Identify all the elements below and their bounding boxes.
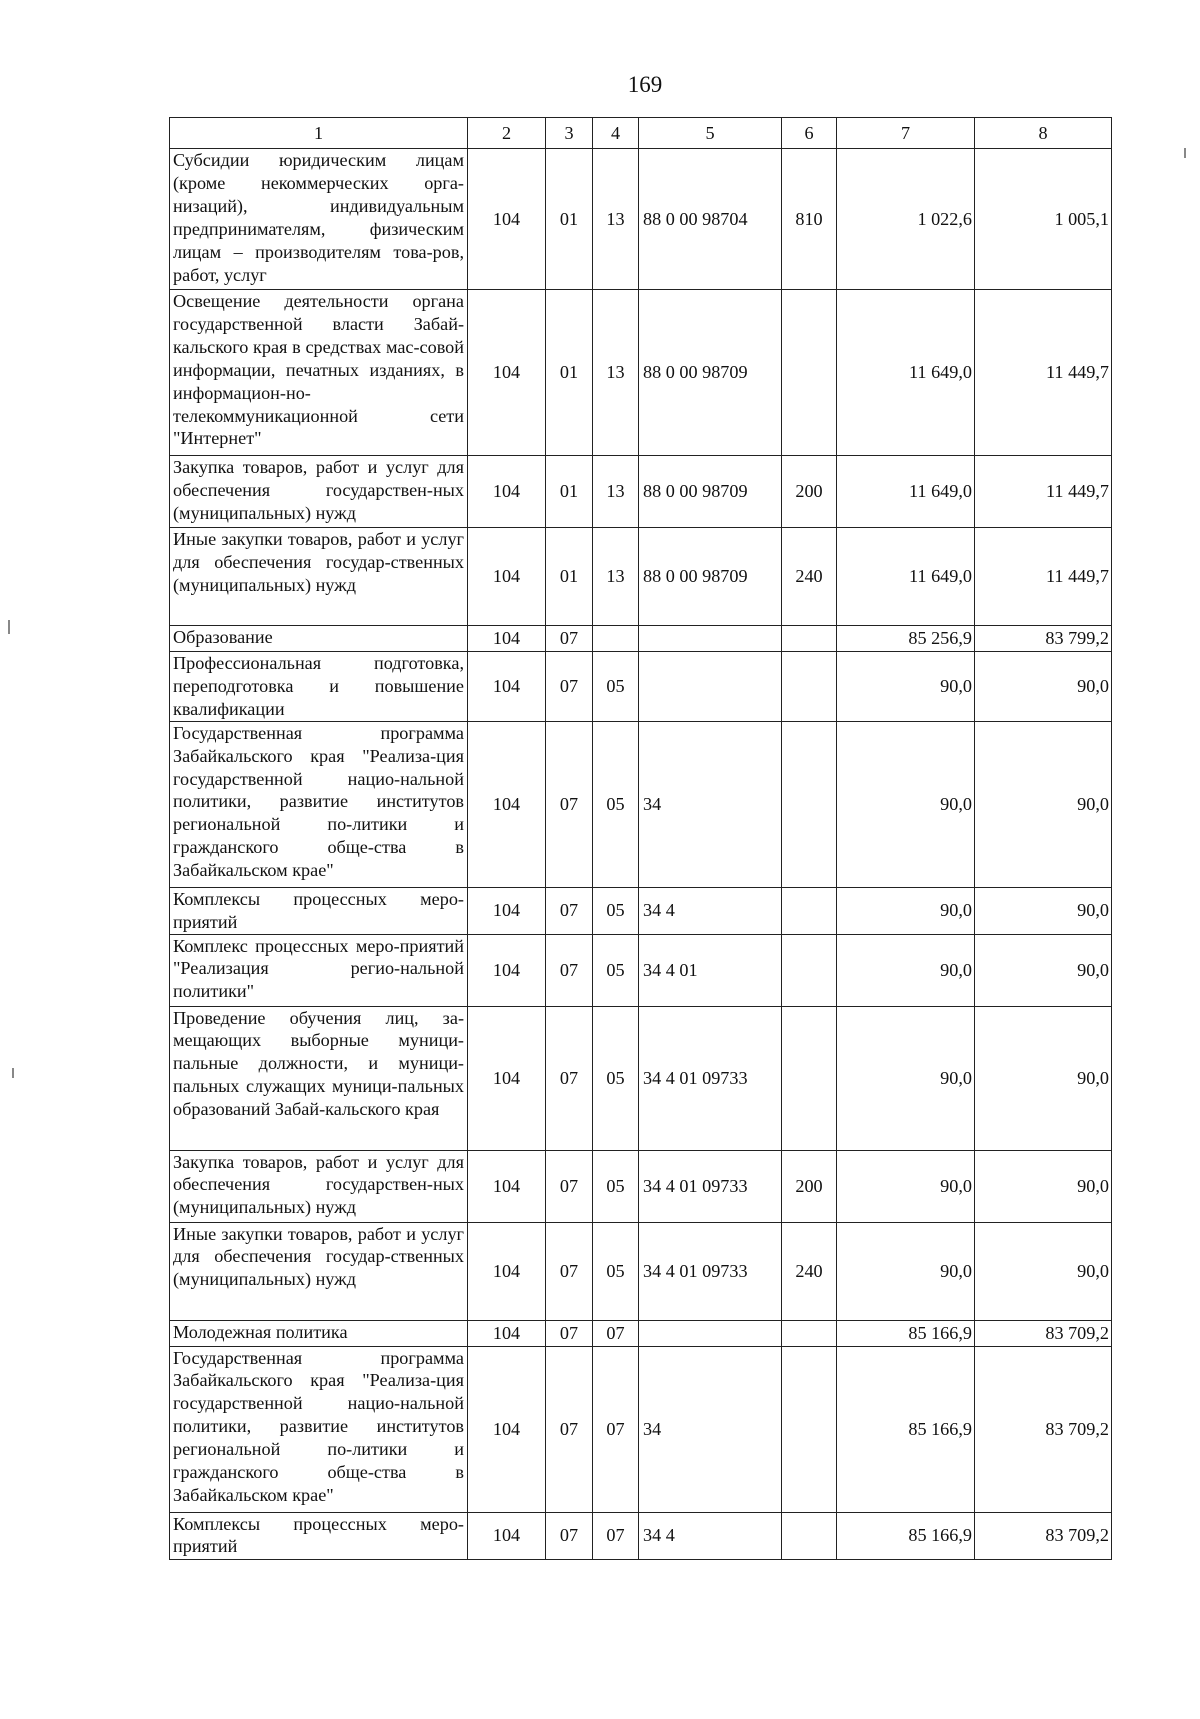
item-name-cell: Комплексы процессных меро-приятий: [170, 1512, 468, 1559]
expense-type-cell: [782, 1320, 837, 1346]
subsubsection-cell: 13: [593, 456, 639, 528]
table-row: [170, 721, 1112, 887]
subsubsection-cell: 07: [593, 1512, 639, 1559]
scan-mark: [1184, 148, 1186, 158]
item-name-cell: Государственная программа Забайкальского края "Реализа-ция государственной нацио-нальной политики, развитие институтов региональной по-литики и гражданского обще-ства в Забайкальском крае": [170, 1346, 468, 1512]
amount-cell: 85 166,9: [837, 1320, 975, 1346]
subsubsection-cell: 13: [593, 149, 639, 290]
header-cell: 2: [468, 118, 546, 149]
header-cell: 8: [975, 118, 1112, 149]
table-row: [170, 626, 1112, 652]
amount-cell: 90,0: [975, 1150, 1112, 1222]
subsection-cell: 07: [546, 934, 593, 1006]
amount-cell: 90,0: [837, 887, 975, 934]
amount-cell: 85 166,9: [837, 1512, 975, 1559]
subsubsection-cell: 13: [593, 528, 639, 626]
amount-cell: 85 256,9: [837, 626, 975, 652]
expense-type-cell: [782, 1512, 837, 1559]
target-code-cell: 88 0 00 98709: [639, 528, 782, 626]
section-cell: 104: [468, 887, 546, 934]
target-code-cell: 88 0 00 98704: [639, 149, 782, 290]
amount-cell: 11 449,7: [975, 290, 1112, 456]
item-name-cell: Закупка товаров, работ и услуг для обеспечения государствен-ных (муниципальных) нужд: [170, 456, 468, 528]
amount-cell: 11 649,0: [837, 290, 975, 456]
target-code-cell: 34 4 01 09733: [639, 1150, 782, 1222]
target-code-cell: [639, 652, 782, 722]
page-number: 169: [627, 72, 663, 97]
subsection-cell: 07: [546, 1150, 593, 1222]
expense-type-cell: [782, 626, 837, 652]
amount-cell: 11 449,7: [975, 456, 1112, 528]
table-row: [170, 1512, 1112, 1559]
item-name-cell: Комплекс процессных меро-приятий "Реализация регио-нальной политики": [170, 934, 468, 1006]
section-cell: 104: [468, 290, 546, 456]
amount-cell: 11 449,7: [975, 528, 1112, 626]
header-cell: 3: [546, 118, 593, 149]
target-code-cell: [639, 626, 782, 652]
item-name-cell: Проведение обучения лиц, за-мещающих выборные муници-пальные должности, и муници-пальных служащих муници-пальных образований Забай-кальского края: [170, 1006, 468, 1150]
table-row: [170, 887, 1112, 934]
expense-type-cell: 240: [782, 528, 837, 626]
expense-type-cell: [782, 721, 837, 887]
subsubsection-cell: 05: [593, 1006, 639, 1150]
item-name-cell: Субсидии юридическим лицам (кроме некоммерческих орга-низаций), индивидуальным предпринимателям, физическим лицам – производителям това-ров, работ, услуг: [170, 149, 468, 290]
target-code-cell: 34: [639, 1346, 782, 1512]
target-code-cell: [639, 1320, 782, 1346]
table-row: [170, 456, 1112, 528]
item-name-cell: Иные закупки товаров, работ и услуг для обеспечения государ-ственных (муниципальных) нужд: [170, 1222, 468, 1320]
target-code-cell: 34: [639, 721, 782, 887]
amount-cell: 83 709,2: [975, 1512, 1112, 1559]
expense-type-cell: 200: [782, 1150, 837, 1222]
section-cell: 104: [468, 528, 546, 626]
amount-cell: 11 649,0: [837, 528, 975, 626]
table-row: [170, 290, 1112, 456]
expense-type-cell: [782, 887, 837, 934]
expense-type-cell: [782, 1006, 837, 1150]
section-cell: 104: [468, 1512, 546, 1559]
section-cell: 104: [468, 456, 546, 528]
item-name-cell: Комплексы процессных меро-приятий: [170, 887, 468, 934]
expense-type-cell: [782, 934, 837, 1006]
target-code-cell: 34 4 01: [639, 934, 782, 1006]
header-cell: 6: [782, 118, 837, 149]
amount-cell: 11 649,0: [837, 456, 975, 528]
section-cell: 104: [468, 1150, 546, 1222]
amount-cell: 1 005,1: [975, 149, 1112, 290]
header-cell: 1: [170, 118, 468, 149]
section-cell: 104: [468, 1346, 546, 1512]
subsection-cell: 07: [546, 887, 593, 934]
section-cell: 104: [468, 934, 546, 1006]
subsubsection-cell: 07: [593, 1346, 639, 1512]
subsection-cell: 01: [546, 149, 593, 290]
expense-type-cell: [782, 652, 837, 722]
table-row: [170, 1006, 1112, 1150]
subsubsection-cell: 05: [593, 887, 639, 934]
table-row: [170, 652, 1112, 722]
section-cell: 104: [468, 1222, 546, 1320]
target-code-cell: 34 4: [639, 1512, 782, 1559]
subsection-cell: 07: [546, 652, 593, 722]
budget-table: [169, 117, 1112, 1560]
section-cell: 104: [468, 626, 546, 652]
target-code-cell: 88 0 00 98709: [639, 290, 782, 456]
subsection-cell: 01: [546, 290, 593, 456]
subsection-cell: 01: [546, 456, 593, 528]
amount-cell: 83 709,2: [975, 1320, 1112, 1346]
expense-type-cell: 240: [782, 1222, 837, 1320]
subsection-cell: 07: [546, 1222, 593, 1320]
section-cell: 104: [468, 149, 546, 290]
subsubsection-cell: 07: [593, 1320, 639, 1346]
item-name-cell: Освещение деятельности органа государственной власти Забай-кальского края в средствах мас-совой информации, печатных изданиях, в информацион-но-телекоммуникационной сети "Интернет": [170, 290, 468, 456]
table-body: [170, 118, 1112, 1560]
subsection-cell: 07: [546, 721, 593, 887]
subsection-cell: 07: [546, 1006, 593, 1150]
amount-cell: 83 709,2: [975, 1346, 1112, 1512]
scan-mark: [8, 620, 10, 634]
table-row: [170, 1320, 1112, 1346]
target-code-cell: 34 4: [639, 887, 782, 934]
header-cell: 5: [639, 118, 782, 149]
amount-cell: 90,0: [975, 721, 1112, 887]
subsubsection-cell: [593, 626, 639, 652]
amount-cell: 90,0: [837, 1150, 975, 1222]
target-code-cell: 88 0 00 98709: [639, 456, 782, 528]
amount-cell: 1 022,6: [837, 149, 975, 290]
amount-cell: 85 166,9: [837, 1346, 975, 1512]
section-cell: 104: [468, 1006, 546, 1150]
item-name-cell: Государственная программа Забайкальского края "Реализа-ция государственной нацио-нальной политики, развитие институтов региональной по-литики и гражданского обще-ства в Забайкальском крае": [170, 721, 468, 887]
table-row: [170, 1222, 1112, 1320]
expense-type-cell: [782, 1346, 837, 1512]
amount-cell: 90,0: [837, 721, 975, 887]
section-cell: 104: [468, 721, 546, 887]
table-row: [170, 149, 1112, 290]
subsubsection-cell: 13: [593, 290, 639, 456]
amount-cell: 90,0: [837, 652, 975, 722]
subsection-cell: 07: [546, 1346, 593, 1512]
item-name-cell: Профессиональная подготовка, переподготовка и повышение квалификации: [170, 652, 468, 722]
expense-type-cell: 200: [782, 456, 837, 528]
subsubsection-cell: 05: [593, 934, 639, 1006]
amount-cell: 90,0: [975, 1222, 1112, 1320]
table-row: [170, 1150, 1112, 1222]
item-name-cell: Иные закупки товаров, работ и услуг для обеспечения государ-ственных (муниципальных) нужд: [170, 528, 468, 626]
amount-cell: 90,0: [837, 1222, 975, 1320]
subsection-cell: 01: [546, 528, 593, 626]
table-row: [170, 1346, 1112, 1512]
subsection-cell: 07: [546, 1512, 593, 1559]
section-cell: 104: [468, 1320, 546, 1346]
item-name-cell: Закупка товаров, работ и услуг для обеспечения государствен-ных (муниципальных) нужд: [170, 1150, 468, 1222]
subsubsection-cell: 05: [593, 721, 639, 887]
amount-cell: 90,0: [975, 934, 1112, 1006]
amount-cell: 90,0: [975, 652, 1112, 722]
item-name-cell: Образование: [170, 626, 468, 652]
item-name-cell: Молодежная политика: [170, 1320, 468, 1346]
table-header-row: [170, 118, 1112, 149]
expense-type-cell: [782, 290, 837, 456]
subsection-cell: 07: [546, 1320, 593, 1346]
section-cell: 104: [468, 652, 546, 722]
header-cell: 7: [837, 118, 975, 149]
amount-cell: 90,0: [837, 934, 975, 1006]
target-code-cell: 34 4 01 09733: [639, 1006, 782, 1150]
table-row: [170, 528, 1112, 626]
amount-cell: 83 799,2: [975, 626, 1112, 652]
amount-cell: 90,0: [975, 887, 1112, 934]
target-code-cell: 34 4 01 09733: [639, 1222, 782, 1320]
subsubsection-cell: 05: [593, 1222, 639, 1320]
subsection-cell: 07: [546, 626, 593, 652]
header-cell: 4: [593, 118, 639, 149]
table-row: [170, 934, 1112, 1006]
scan-mark: [12, 1068, 14, 1078]
amount-cell: 90,0: [837, 1006, 975, 1150]
subsubsection-cell: 05: [593, 1150, 639, 1222]
subsubsection-cell: 05: [593, 652, 639, 722]
expense-type-cell: 810: [782, 149, 837, 290]
amount-cell: 90,0: [975, 1006, 1112, 1150]
